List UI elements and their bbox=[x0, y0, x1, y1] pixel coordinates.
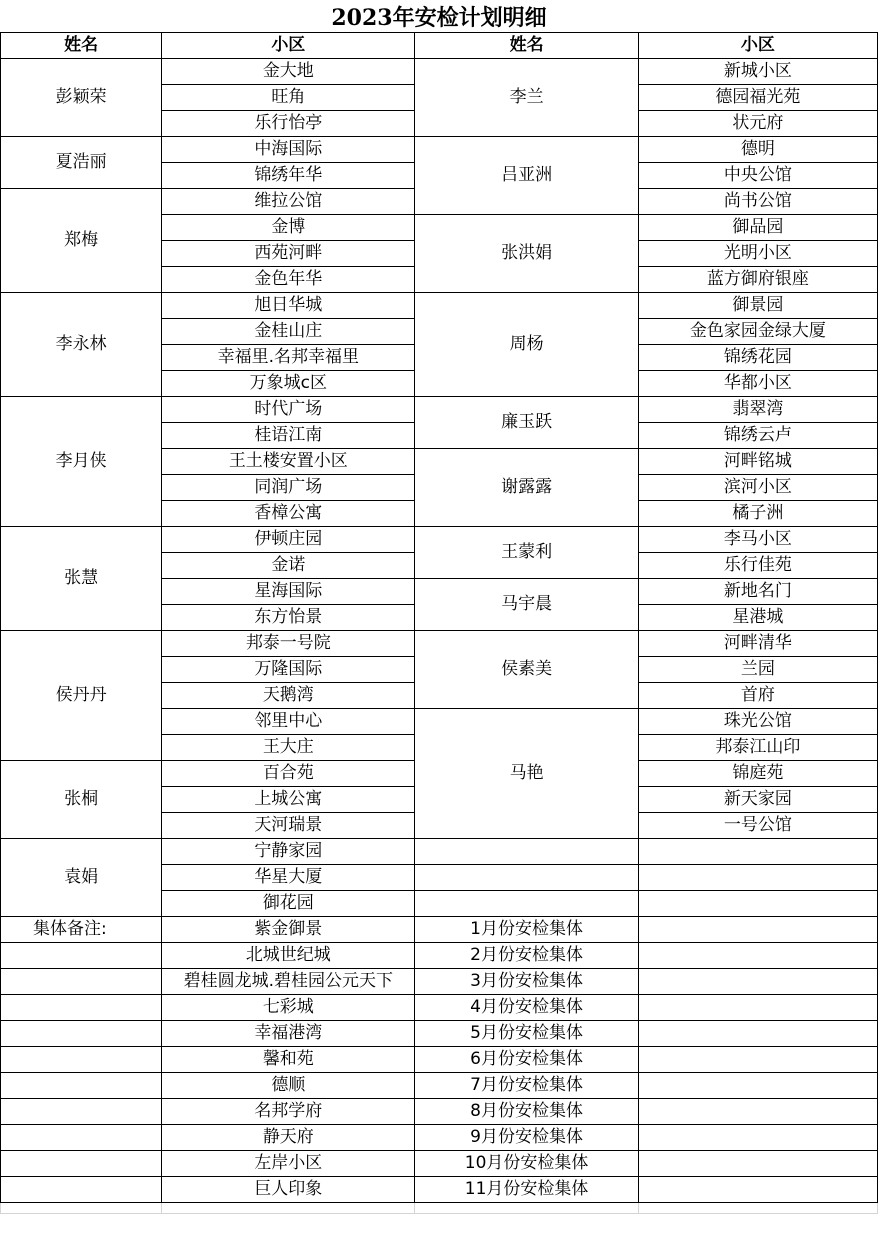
community-cell: 天鹅湾 bbox=[162, 683, 415, 709]
empty-cell bbox=[638, 865, 877, 891]
community-cell: 锦绣云卢 bbox=[638, 423, 877, 449]
collective-label: 集体备注: bbox=[1, 917, 162, 943]
collective-row bbox=[1, 1073, 878, 1099]
person-name-cell: 张洪娟 bbox=[415, 215, 638, 293]
community-cell: 万象城c区 bbox=[162, 371, 415, 397]
community-cell: 星海国际 bbox=[162, 579, 415, 605]
collective-row bbox=[1, 1099, 878, 1125]
empty-cell bbox=[1, 1125, 162, 1151]
gridline-row bbox=[1, 1203, 878, 1214]
table-row bbox=[1, 631, 878, 657]
empty-cell bbox=[1, 1021, 162, 1047]
collective-row bbox=[1, 917, 878, 943]
person-name-cell: 张桐 bbox=[1, 761, 162, 839]
person-name-cell: 彭颖荣 bbox=[1, 59, 162, 137]
collective-row bbox=[1, 1047, 878, 1073]
empty-cell bbox=[1, 1099, 162, 1125]
community-cell: 王土楼安置小区 bbox=[162, 449, 415, 475]
community-cell: 蓝方御府银座 bbox=[638, 267, 877, 293]
community-cell: 乐行怡亭 bbox=[162, 111, 415, 137]
empty-cell bbox=[415, 1203, 638, 1214]
header-row bbox=[1, 33, 878, 59]
collective-note-cell: 11月份安检集体 bbox=[415, 1177, 638, 1203]
collective-note-cell: 3月份安检集体 bbox=[415, 969, 638, 995]
community-cell: 上城公寓 bbox=[162, 787, 415, 813]
table-row bbox=[1, 293, 878, 319]
header-community-right: 小区 bbox=[638, 33, 877, 59]
person-name-cell: 谢露露 bbox=[415, 449, 638, 527]
community-cell: 德园福光苑 bbox=[638, 85, 877, 111]
community-cell: 河畔铭城 bbox=[638, 449, 877, 475]
empty-cell bbox=[1, 1177, 162, 1203]
community-cell: 金博 bbox=[162, 215, 415, 241]
community-cell: 宁静家园 bbox=[162, 839, 415, 865]
community-cell: 华都小区 bbox=[638, 371, 877, 397]
community-cell: 邦泰江山印 bbox=[638, 735, 877, 761]
collective-row bbox=[1, 943, 878, 969]
collective-row bbox=[1, 1125, 878, 1151]
community-cell: 同润广场 bbox=[162, 475, 415, 501]
empty-cell bbox=[638, 1073, 877, 1099]
community-cell: 翡翠湾 bbox=[638, 397, 877, 423]
community-cell: 尚书公馆 bbox=[638, 189, 877, 215]
person-name-cell: 李永林 bbox=[1, 293, 162, 397]
collective-community-cell: 馨和苑 bbox=[162, 1047, 415, 1073]
table-row bbox=[1, 527, 878, 553]
community-cell: 金大地 bbox=[162, 59, 415, 85]
community-cell: 中海国际 bbox=[162, 137, 415, 163]
empty-cell bbox=[1, 1151, 162, 1177]
empty-cell bbox=[638, 1099, 877, 1125]
collective-note-cell: 10月份安检集体 bbox=[415, 1151, 638, 1177]
empty-cell bbox=[638, 943, 877, 969]
collective-note-cell: 6月份安检集体 bbox=[415, 1047, 638, 1073]
community-cell: 一号公馆 bbox=[638, 813, 877, 839]
empty-cell bbox=[1, 1073, 162, 1099]
person-name-cell: 张慧 bbox=[1, 527, 162, 631]
collective-note-cell: 9月份安检集体 bbox=[415, 1125, 638, 1151]
empty-cell bbox=[638, 839, 877, 865]
table-row bbox=[1, 397, 878, 423]
empty-cell bbox=[638, 1203, 877, 1214]
community-cell: 幸福里.名邦幸福里 bbox=[162, 345, 415, 371]
page-title: 2023年安检计划明细 bbox=[331, 4, 547, 31]
community-cell: 新天家园 bbox=[638, 787, 877, 813]
community-cell: 星港城 bbox=[638, 605, 877, 631]
community-cell: 状元府 bbox=[638, 111, 877, 137]
collective-community-cell: 碧桂圆龙城.碧桂园公元天下 bbox=[162, 969, 415, 995]
collective-community-cell: 七彩城 bbox=[162, 995, 415, 1021]
community-cell: 香樟公寓 bbox=[162, 501, 415, 527]
empty-cell bbox=[415, 865, 638, 891]
empty-cell bbox=[1, 969, 162, 995]
empty-cell bbox=[638, 917, 877, 943]
empty-cell bbox=[1, 1047, 162, 1073]
header-name-left: 姓名 bbox=[1, 33, 162, 59]
table-body bbox=[1, 59, 878, 1214]
community-cell: 锦绣年华 bbox=[162, 163, 415, 189]
collective-row bbox=[1, 969, 878, 995]
community-cell: 滨河小区 bbox=[638, 475, 877, 501]
person-name-cell: 廉玉跃 bbox=[415, 397, 638, 449]
community-cell: 旺角 bbox=[162, 85, 415, 111]
community-cell: 邦泰一号院 bbox=[162, 631, 415, 657]
community-cell: 旭日华城 bbox=[162, 293, 415, 319]
collective-community-cell: 德顺 bbox=[162, 1073, 415, 1099]
empty-cell bbox=[638, 995, 877, 1021]
collective-row bbox=[1, 1151, 878, 1177]
community-cell: 珠光公馆 bbox=[638, 709, 877, 735]
person-name-cell: 马艳 bbox=[415, 709, 638, 839]
community-cell: 御品园 bbox=[638, 215, 877, 241]
person-name-cell: 侯素美 bbox=[415, 631, 638, 709]
community-cell: 金诺 bbox=[162, 553, 415, 579]
collective-note-cell: 2月份安检集体 bbox=[415, 943, 638, 969]
person-name-cell: 袁娟 bbox=[1, 839, 162, 917]
collective-community-cell: 北城世纪城 bbox=[162, 943, 415, 969]
collective-note-cell: 5月份安检集体 bbox=[415, 1021, 638, 1047]
community-cell: 伊顿庄园 bbox=[162, 527, 415, 553]
community-cell: 邻里中心 bbox=[162, 709, 415, 735]
table-row bbox=[1, 137, 878, 163]
empty-cell bbox=[638, 1021, 877, 1047]
collective-community-cell: 紫金御景 bbox=[162, 917, 415, 943]
header-name-right: 姓名 bbox=[415, 33, 638, 59]
person-name-cell: 李月侠 bbox=[1, 397, 162, 527]
community-cell: 王大庄 bbox=[162, 735, 415, 761]
collective-community-cell: 名邦学府 bbox=[162, 1099, 415, 1125]
collective-note-cell: 1月份安检集体 bbox=[415, 917, 638, 943]
person-name-cell: 侯丹丹 bbox=[1, 631, 162, 761]
table-row bbox=[1, 839, 878, 865]
empty-cell bbox=[638, 1177, 877, 1203]
empty-cell bbox=[638, 891, 877, 917]
empty-cell bbox=[638, 1125, 877, 1151]
community-cell: 百合苑 bbox=[162, 761, 415, 787]
inspection-table bbox=[0, 32, 878, 1214]
person-name-cell: 王蒙利 bbox=[415, 527, 638, 579]
community-cell: 金桂山庄 bbox=[162, 319, 415, 345]
empty-cell bbox=[638, 1047, 877, 1073]
community-cell: 锦庭苑 bbox=[638, 761, 877, 787]
community-cell: 李马小区 bbox=[638, 527, 877, 553]
empty-cell bbox=[638, 969, 877, 995]
community-cell: 天河瑞景 bbox=[162, 813, 415, 839]
community-cell: 金色年华 bbox=[162, 267, 415, 293]
collective-row bbox=[1, 1177, 878, 1203]
community-cell: 东方怡景 bbox=[162, 605, 415, 631]
collective-note-cell: 8月份安检集体 bbox=[415, 1099, 638, 1125]
community-cell: 金色家园金绿大厦 bbox=[638, 319, 877, 345]
community-cell: 首府 bbox=[638, 683, 877, 709]
community-cell: 兰园 bbox=[638, 657, 877, 683]
empty-cell bbox=[162, 1203, 415, 1214]
community-cell: 御景园 bbox=[638, 293, 877, 319]
empty-cell bbox=[1, 995, 162, 1021]
community-cell: 万隆国际 bbox=[162, 657, 415, 683]
empty-cell bbox=[415, 891, 638, 917]
header-community-left: 小区 bbox=[162, 33, 415, 59]
person-name-cell: 周杨 bbox=[415, 293, 638, 397]
community-cell: 河畔清华 bbox=[638, 631, 877, 657]
community-cell: 桂语江南 bbox=[162, 423, 415, 449]
community-cell: 中央公馆 bbox=[638, 163, 877, 189]
empty-cell bbox=[638, 1151, 877, 1177]
table-row bbox=[1, 59, 878, 85]
empty-cell bbox=[415, 839, 638, 865]
person-name-cell: 夏浩丽 bbox=[1, 137, 162, 189]
collective-row bbox=[1, 995, 878, 1021]
collective-community-cell: 左岸小区 bbox=[162, 1151, 415, 1177]
community-cell: 时代广场 bbox=[162, 397, 415, 423]
person-name-cell: 郑梅 bbox=[1, 189, 162, 293]
community-cell: 新地名门 bbox=[638, 579, 877, 605]
community-cell: 橘子洲 bbox=[638, 501, 877, 527]
collective-community-cell: 静天府 bbox=[162, 1125, 415, 1151]
community-cell: 西苑河畔 bbox=[162, 241, 415, 267]
person-name-cell: 吕亚洲 bbox=[415, 137, 638, 215]
person-name-cell: 马宇晨 bbox=[415, 579, 638, 631]
collective-community-cell: 幸福港湾 bbox=[162, 1021, 415, 1047]
empty-cell bbox=[1, 943, 162, 969]
community-cell: 御花园 bbox=[162, 891, 415, 917]
collective-note-cell: 4月份安检集体 bbox=[415, 995, 638, 1021]
empty-cell bbox=[1, 1203, 162, 1214]
collective-note-cell: 7月份安检集体 bbox=[415, 1073, 638, 1099]
community-cell: 新城小区 bbox=[638, 59, 877, 85]
community-cell: 乐行佳苑 bbox=[638, 553, 877, 579]
collective-row bbox=[1, 1021, 878, 1047]
person-name-cell: 李兰 bbox=[415, 59, 638, 137]
community-cell: 锦绣花园 bbox=[638, 345, 877, 371]
community-cell: 德明 bbox=[638, 137, 877, 163]
community-cell: 光明小区 bbox=[638, 241, 877, 267]
community-cell: 华星大厦 bbox=[162, 865, 415, 891]
collective-community-cell: 巨人印象 bbox=[162, 1177, 415, 1203]
community-cell: 维拉公馆 bbox=[162, 189, 415, 215]
